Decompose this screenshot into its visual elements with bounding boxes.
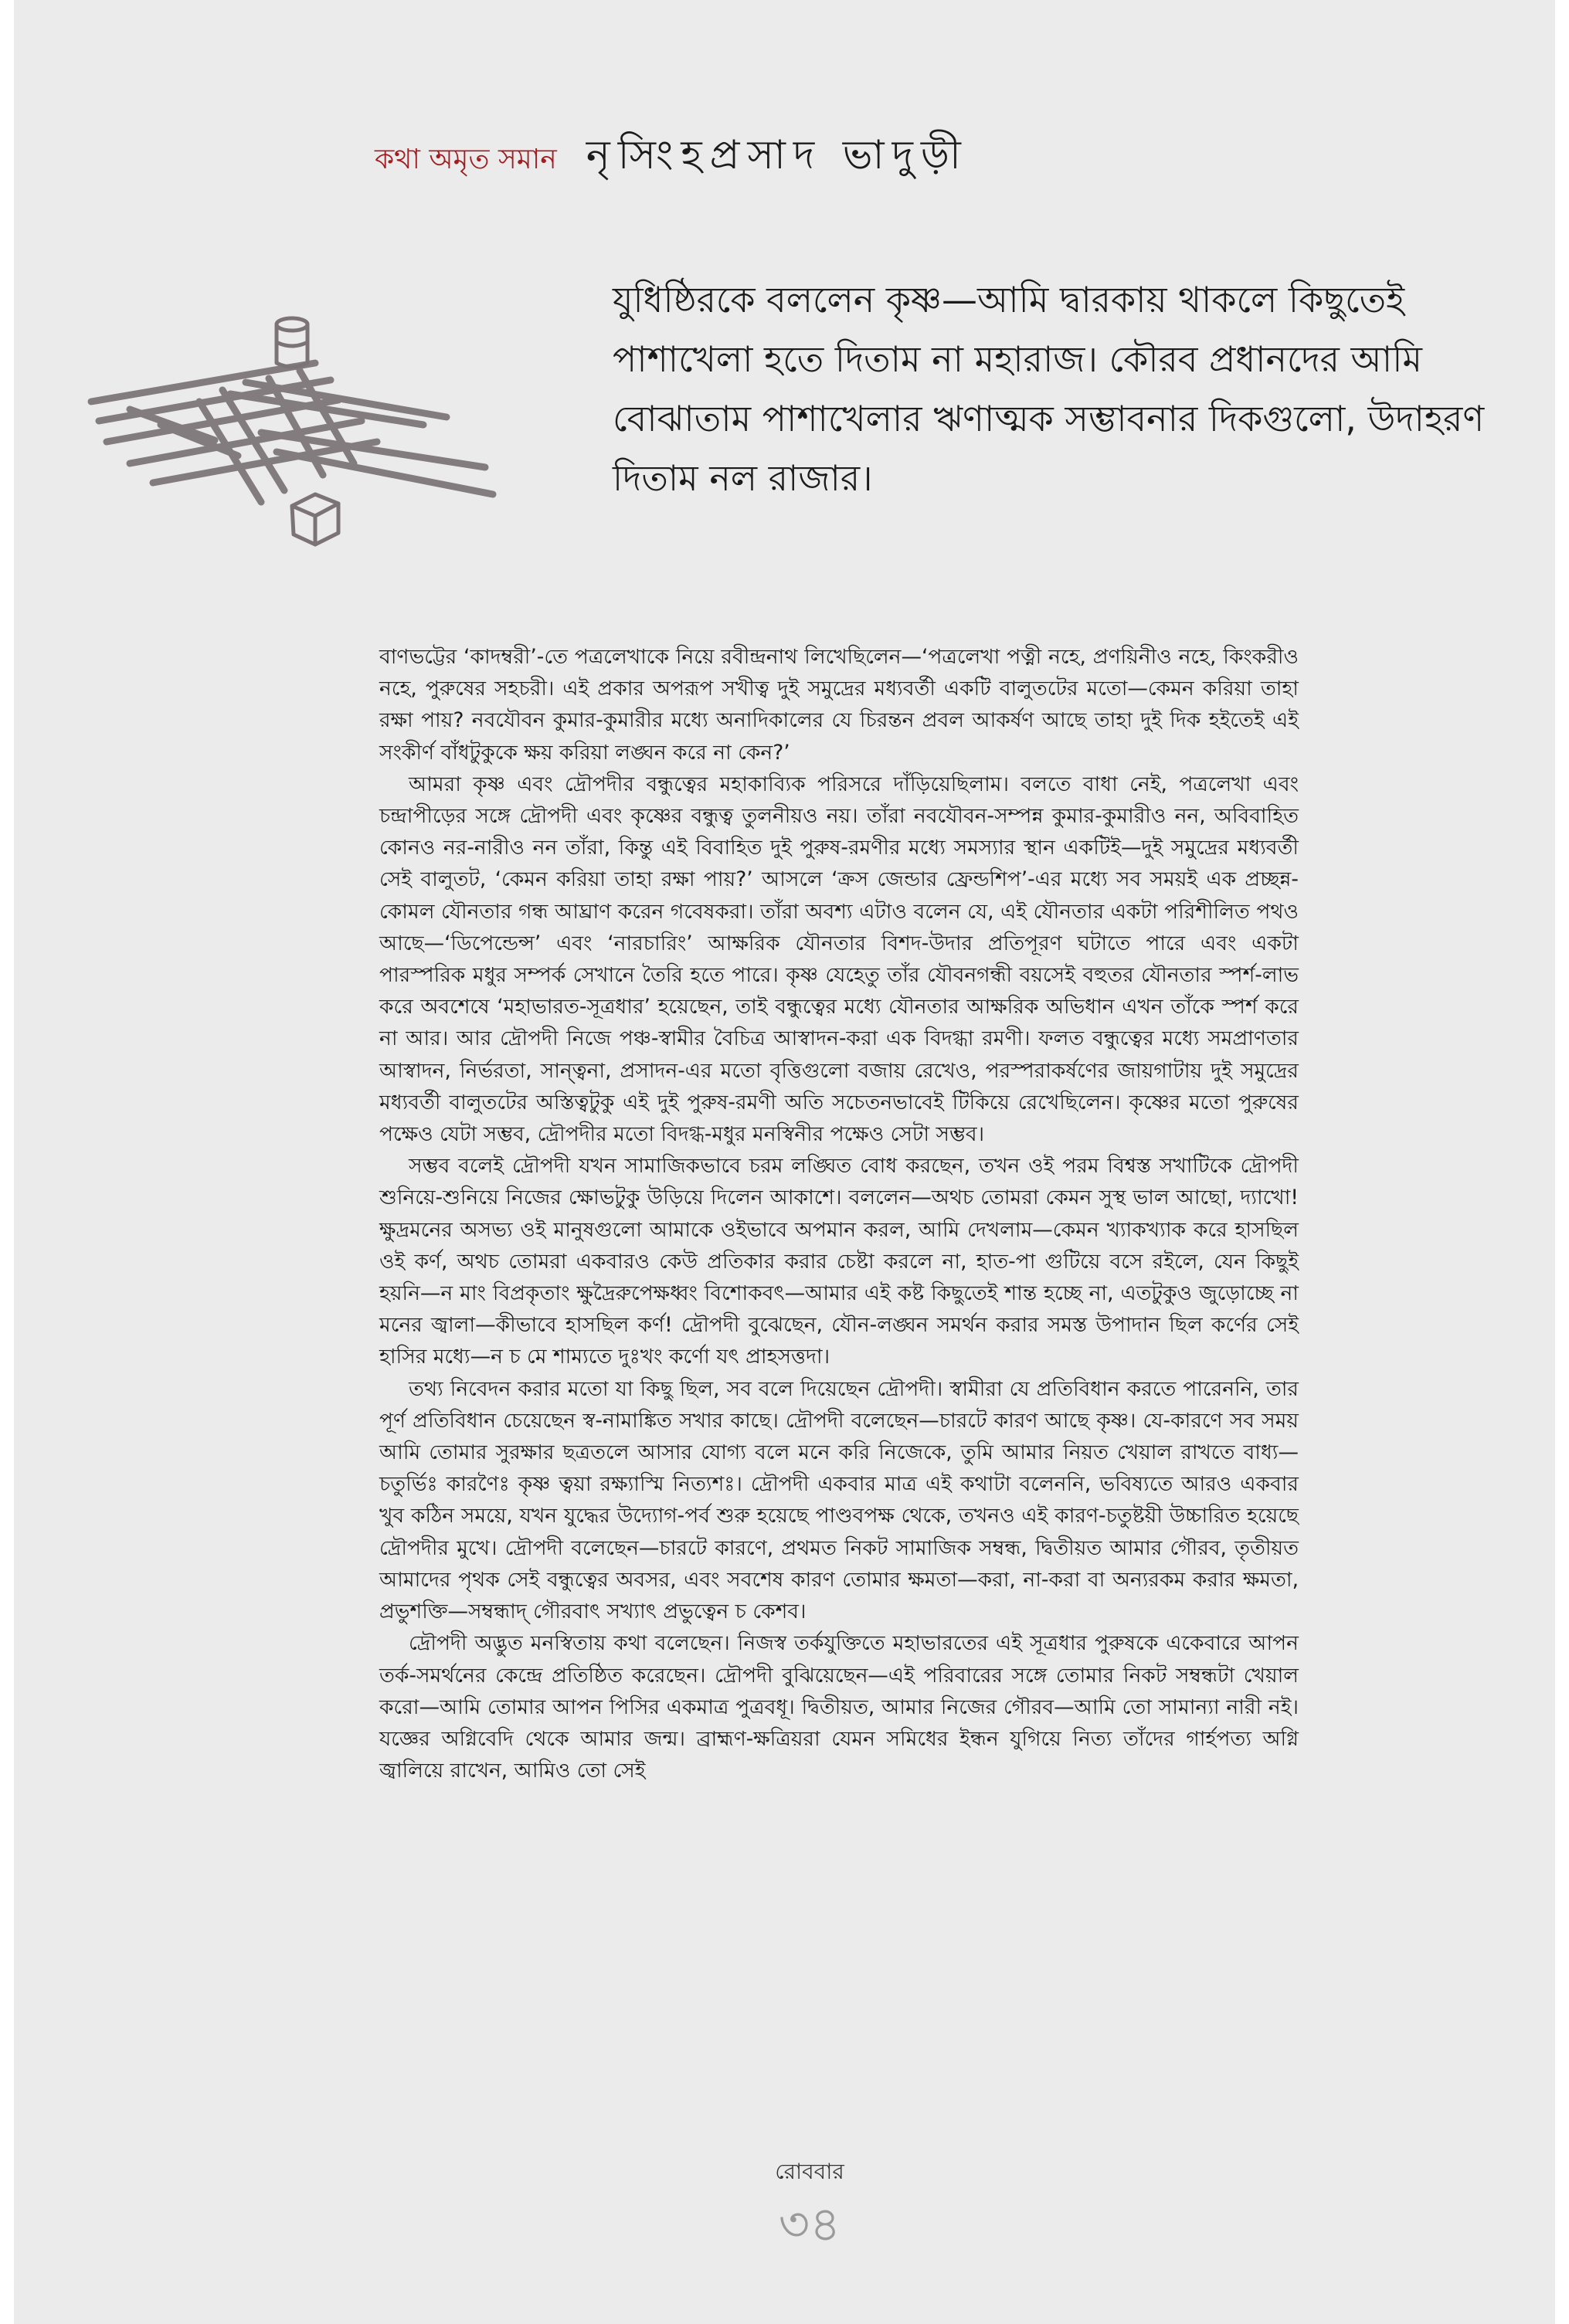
column-name: কথা অমৃত সমান bbox=[375, 144, 557, 175]
magazine-label: রোববার bbox=[775, 2159, 844, 2184]
article-body bbox=[379, 641, 1299, 1786]
article-paragraph: আমরা কৃষ্ণ এবং দ্রৌপদীর বন্ধুত্বের মহাকাব্যিক পরিসরে দাঁড়িয়েছিলাম। বলতে বাধা নেই, পত্রলেখা এবং চন্দ্রাপীড়ের সঙ্গে দ্রৌপদী এবং কৃষ্ণের বন্ধুত্ব তুলনীয়ও নয়। তাঁরা নবযৌবন-সম্পন্ন কুমার-কুমারীও নন, অবিবাহিত কোনও নর-নারীও নন তাঁরা, কিন্তু এই বিবাহিত দুই পুরুষ-রমণীর মধ্যে সমস্যার স্থান একটিই—দুই সমুদ্রের মধ্যবর্তী সেই বালুতট, ‘কেমন করিয়া তাহা রক্ষা পায়?’ আসলে ‘ক্রস জেন্ডার ফ্রেন্ডশিপ’-এর মধ্যে সব সময়ই এক প্রচ্ছন্ন-কোমল যৌনতার গন্ধ আঘ্রাণ করেন গবেষকরা। তাঁরা অবশ্য এটাও বলেন যে, এই যৌনতার একটা পরিশীলিত পথও আছে—‘ডিপেন্ডেন্স’ এবং ‘নারচারিং’ আক্ষরিক যৌনতার বিশদ-উদার প্রতিপূরণ ঘটাতে পারে এবং একটা পারস্পরিক মধুর সম্পর্ক সেখানে তৈরি হতে পারে। কৃষ্ণ যেহেতু তাঁর যৌবনগন্ধী বয়সেই বহুতর যৌনতার স্পর্শ-লাভ করে অবশেষে ‘মহাভারত-সূত্রধার’ হয়েছেন, তাই বন্ধুত্বের মধ্যে যৌনতার আক্ষরিক অভিধান এখন তাঁকে স্পর্শ করে না আর। আর দ্রৌপদী নিজে পঞ্চ-স্বামীর বৈচিত্র আস্বাদন-করা এক বিদগ্ধা রমণী। ফলত বন্ধুত্বের মধ্যে সমপ্রাণতার আস্বাদন, নির্ভরতা, সান্ত্বনা, প্রসাদন-এর মতো বৃত্তিগুলো বজায় রেখেও, পরস্পরাকর্ষণের জায়গাটায় দুই সমুদ্রের মধ্যবর্তী বালুতটের অস্তিত্বটুকু এই দুই পুরুষ-রমণী অতি সচেতনভাবেই টিকিয়ে রেখেছিলেন। কৃষ্ণের মতো পুরুষের পক্ষেও যেটা সম্ভব, দ্রৌপদীর মতো বিদগ্ধ-মধুর মনস্বিনীর পক্ষেও সেটা সম্ভব। bbox=[379, 772, 1299, 1147]
page-footer bbox=[771, 2155, 848, 2268]
article-paragraph: বাণভট্টের ‘কাদম্বরী’-তে পত্রলেখাকে নিয়ে রবীন্দ্রনাথ লিখেছিলেন—‘পত্রলেখা পত্নী নহে, প্রণয়িনীও নহে, কিংকরীও নহে, পুরুষের সহচরী। এই প্রকার অপরূপ সখীত্ব দুই সমুদ্রের মধ্যবর্তী একটি বালুতটের মতো—কেমন করিয়া তাহা রক্ষা পায়? নবযৌবন কুমার-কুমারীর মধ্যে অনাদিকালের যে চিরন্তন প্রবল আকর্ষণ আছে তাহা দুই দিক হইতেই এই সংকীর্ণ বাঁধটুকুকে ক্ষয় করিয়া লঙ্ঘন করে না কেন?’ bbox=[379, 645, 1299, 765]
page bbox=[14, 0, 1555, 2324]
page-number: ৩৪ bbox=[778, 2196, 841, 2252]
article-paragraph: তথ্য নিবেদন করার মতো যা কিছু ছিল, সব বলে দিয়েছেন দ্রৌপদী। স্বামীরা যে প্রতিবিধান করতে পারেননি, তার পূর্ণ প্রতিবিধান চেয়েছেন স্ব-নামাঙ্কিত সখার কাছে। দ্রৌপদী বলেছেন—চারটে কারণ আছে কৃষ্ণ। যে-কারণে সব সময় আমি তোমার সুরক্ষার ছত্রতলে আসার যোগ্য বলে মনে করি নিজেকে, তুমি আমার নিয়ত খেয়াল রাখতে বাধ্য—চতুর্ভিঃ কারণৈঃ কৃষ্ণ ত্বয়া রক্ষ্যাস্মি নিত্যশঃ। দ্রৌপদী একবার মাত্র এই কথাটা বলেননি, ভবিষ্যতে আরও একবার খুব কঠিন সময়ে, যখন যুদ্ধের উদ্যোগ-পর্ব শুরু হয়েছে পাণ্ডবপক্ষ থেকে, তখনও এই কারণ-চতুষ্টয়ী উচ্চারিত হয়েছে দ্রৌপদীর মুখে। দ্রৌপদী বলেছেন—চারটে কারণে, প্রথমত নিকট সামাজিক সম্বন্ধ, দ্বিতীয়ত আমার গৌরব, তৃতীয়ত আমাদের পৃথক সেই বন্ধুত্বের অবসর, এবং সবশেষ কারণ তোমার ক্ষমতা—করা, না-করা বা অন্যরকম করার ক্ষমতা, প্রভুশক্তি—সম্বন্ধাদ্‌ গৌরবাৎ সখ্যাৎ প্রভুত্বেন চ কেশব। bbox=[379, 1376, 1299, 1624]
author-name: নৃসিংহপ্রসাদ ভাদুড়ী bbox=[586, 132, 969, 178]
header bbox=[375, 124, 969, 191]
article-paragraph: দ্রৌপদী অদ্ভুত মনস্বিতায় কথা বলেছেন। নিজস্ব তর্কযুক্তিতে মহাভারতের এই সূত্রধার পুরুষকে একেবারে আপন তর্ক-সমর্থনের কেন্দ্রে প্রতিষ্ঠিত করেছেন। দ্রৌপদী বুঝিয়েছেন—এই পরিবারের সঙ্গে তোমার নিকট সম্বন্ধটা খেয়াল করো—আমি তোমার আপন পিসির একমাত্র পুত্রবধূ। দ্বিতীয়ত, আমার নিজের গৌরব—আমি তো সামান্যা নারী নই। যজ্ঞের অগ্নিবেদি থেকে আমার জন্ম। ব্রাহ্মণ-ক্ষত্রিয়রা যেমন সমিধের ইন্ধন যুগিয়ে নিত্য তাঁদের গার্হপত্য অগ্নি জ্বালিয়ে রাখেন, আমিও তো সেই bbox=[379, 1631, 1299, 1783]
pasha-board-illustration bbox=[83, 309, 501, 548]
pull-quote: যুধিষ্ঠিরকে বললেন কৃষ্ণ—আমি দ্বারকায় থাকলে কিছুতেই পাশাখেলা হতে দিতাম না মহারাজ। কৌরব প্রধানদের আমি বোঝাতাম পাশাখেলার ঋণাত্মক সম্ভাবনার দিকগুলো, উদাহরণ দিতাম নল রাজার। bbox=[613, 279, 1485, 499]
article-paragraph: সম্ভব বলেই দ্রৌপদী যখন সামাজিকভাবে চরম লঙ্ঘিত বোধ করছেন, তখন ওই পরম বিশ্বস্ত সখাটিকে দ্রৌপদী শুনিয়ে-শুনিয়ে নিজের ক্ষোভটুকু উড়িয়ে দিলেন আকাশে। বললেন—অথচ তোমরা কেমন সুস্থ ভাল আছো, দ্যাখো! ক্ষুদ্রমনের অসভ্য ওই মানুষগুলো আমাকে ওইভাবে অপমান করল, আমি দেখলাম—কেমন খ্যাকখ্যাক করে হাসছিল ওই কর্ণ, অথচ তোমরা একবারও কেউ প্রতিকার করার চেষ্টা করলে না, হাত-পা গুটিয়ে বসে রইলে, যেন কিছুই হয়নি—ন মাং বিপ্রকৃতাং ক্ষুদ্রৈরুপেক্ষধ্বং বিশোকবৎ—আমার এই কষ্ট কিছুতেই শান্ত হচ্ছে না, এতটুকুও জুড়োচ্ছে না মনের জ্বালা—কীভাবে হাসছিল কর্ণ! দ্রৌপদী বুঝেছেন, যৌন-লঙ্ঘন সমর্থন করার সমস্ত উপাদান ছিল কর্ণের সেই হাসির মধ্যে—ন চ মে শাম্যতে দুঃখং কর্ণো যৎ প্রাহসত্তদা। bbox=[379, 1154, 1299, 1369]
